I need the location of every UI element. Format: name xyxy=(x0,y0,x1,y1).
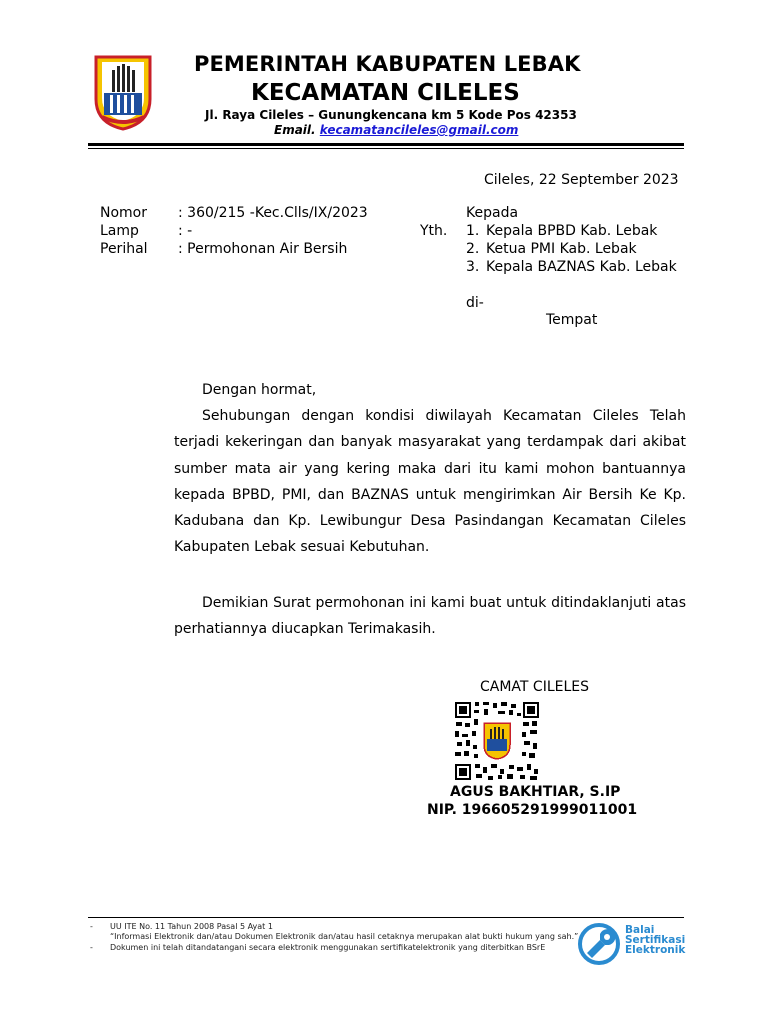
letterhead-rule xyxy=(88,143,684,146)
recipient-item: Ketua PMI Kab. Lebak xyxy=(486,241,637,257)
bsre-label-line: Sertifikasi xyxy=(625,934,686,946)
greeting: Dengan hormat, xyxy=(202,382,317,398)
recipient-number: 3. xyxy=(466,259,480,275)
signature-title: CAMAT CILELES xyxy=(480,679,590,695)
email-link[interactable]: kecamatancileles@gmail.com xyxy=(319,123,519,137)
meta-label: Lamp xyxy=(100,223,139,239)
letterhead-line1: PEMERINTAH KABUPATEN LEBAK xyxy=(194,52,581,76)
meta-value: : Permohonan Air Bersih xyxy=(178,241,348,257)
footer-line: UU ITE No. 11 Tahun 2008 Pasal 5 Ayat 1 xyxy=(110,922,273,931)
meta-value: : - xyxy=(178,223,193,239)
signatory-name: AGUS BAKHTIAR, S.IP xyxy=(450,784,621,800)
lebak-emblem-icon xyxy=(92,53,154,131)
qr-code-icon xyxy=(454,701,540,781)
letterhead-email-line xyxy=(274,123,518,137)
meta-label: Nomor xyxy=(100,205,147,221)
bsre-label-line: Elektronik xyxy=(625,944,686,956)
paragraph-text: Demikian Surat permohonan ini kami buat untuk ditindaklanjuti atas perhatiannya diucapkan Terimakasih. xyxy=(174,595,686,638)
footer-line: Dokumen ini telah ditandatangani secara elektronik menggunakan sertifikatelektronik yang diterbitkan BSrE xyxy=(110,943,546,952)
letterhead-address: Jl. Raya Cileles – Gunungkencana km 5 Kode Pos 42353 xyxy=(205,108,577,122)
bsre-logo-icon xyxy=(578,923,620,965)
paragraph-text: Sehubungan dengan kondisi diwilayah Kecamatan Cileles Telah terjadi kekeringan dan banyak masyarakat yang terdampak dari akibat sumber mata air yang kering maka dari itu kami mohon bantuannya kepada BPBD, PMI, dan BAZNAS untuk mengirimkan Air Bersih Ke Kp. Kadubana dan Kp. Lewibungur Desa Pasindangan Kecamatan Cileles Kabupaten Lebak sesuai Kebutuhan. xyxy=(174,408,686,556)
bsre-label-line: Balai xyxy=(625,924,655,936)
body-paragraph-1 xyxy=(174,403,686,561)
letterhead-line2: KECAMATAN CILELES xyxy=(251,80,520,106)
recipient-number: 1. xyxy=(466,223,480,239)
recipient-tempat: Tempat xyxy=(546,312,598,328)
letterhead-rule-thin xyxy=(88,148,684,149)
footer-bullet: - xyxy=(90,922,93,931)
signatory-nip: NIP. 196605291999011001 xyxy=(427,802,638,818)
footer-bullet: - xyxy=(90,943,93,952)
recipient-kepada: Kepada xyxy=(466,205,519,221)
recipient-di: di- xyxy=(466,295,484,311)
date-line: Cileles, 22 September 2023 xyxy=(484,172,679,188)
meta-value: : 360/215 -Kec.Clls/IX/2023 xyxy=(178,205,368,221)
recipient-item: Kepala BPBD Kab. Lebak xyxy=(486,223,658,239)
recipient-number: 2. xyxy=(466,241,480,257)
footer-rule xyxy=(88,917,684,918)
recipient-yth: Yth. xyxy=(420,223,448,239)
recipient-item: Kepala BAZNAS Kab. Lebak xyxy=(486,259,677,275)
footer-line: “Informasi Elektronik dan/atau Dokumen Elektronik dan/atau hasil cetaknya merupakan alat bukti hukum yang sah.” xyxy=(110,932,579,941)
body-paragraph-2 xyxy=(174,590,686,643)
email-label: Email. xyxy=(274,123,316,137)
meta-label: Perihal xyxy=(100,241,148,257)
bsre-label xyxy=(625,925,695,955)
